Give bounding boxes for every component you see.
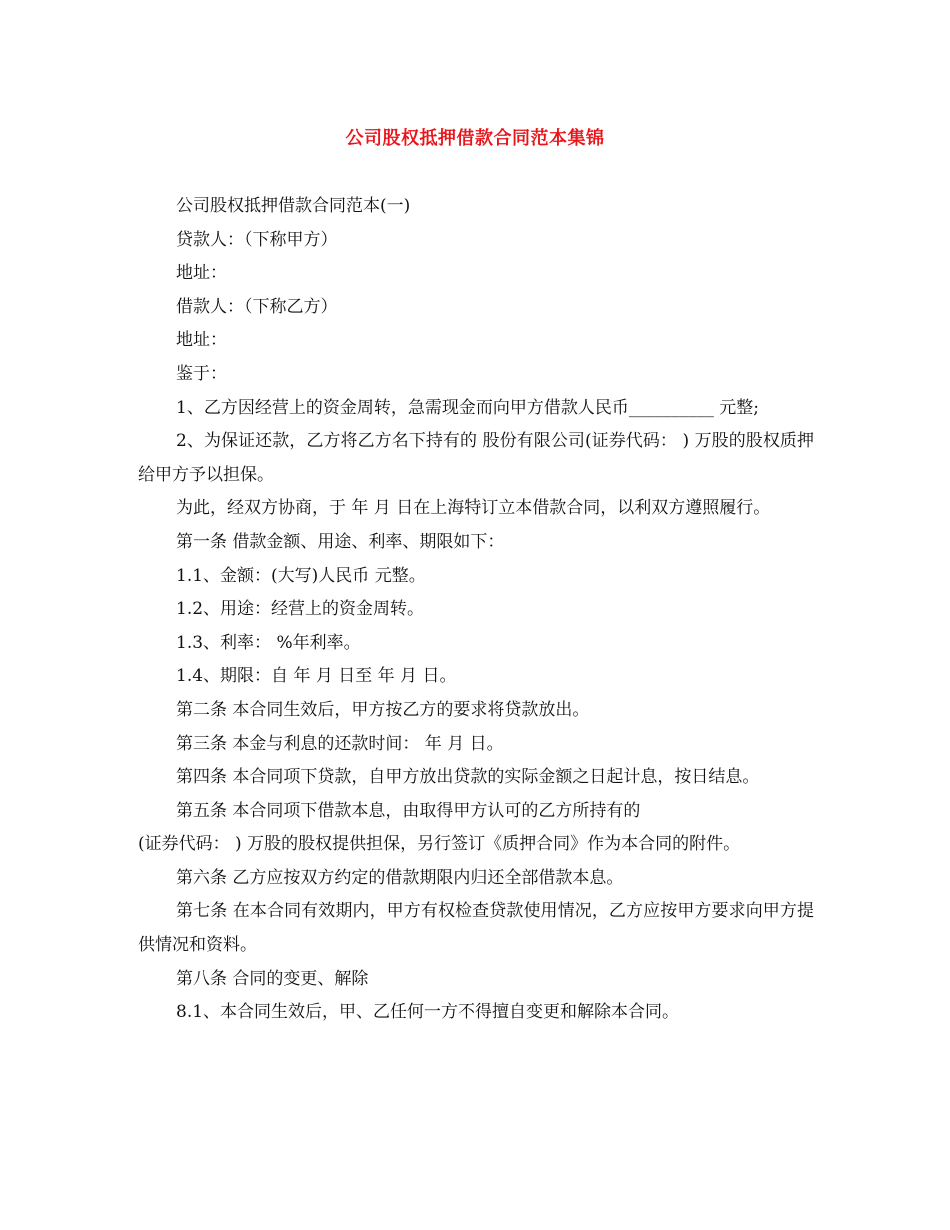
paragraph-article-8-1: 8.1、本合同生效后，甲、乙任何一方不得擅自变更和解除本合同。 [176, 1002, 680, 1023]
paragraph-article-5-continued: (证券代码： ) 万股的股权提供担保，另行签订《质押合同》作为本合同的附件。 [138, 834, 741, 855]
paragraph-article-2: 第二条 本合同生效后，甲方按乙方的要求将贷款放出。 [176, 699, 590, 720]
document-title: 公司股权抵押借款合同范本集锦 [345, 128, 605, 149]
document-body [138, 190, 814, 1030]
paragraph-whereas: 鉴于： [176, 363, 227, 384]
paragraph-article-1: 第一条 借款金额、用途、利率、期限如下： [176, 531, 505, 552]
paragraph-heading: 公司股权抵押借款合同范本(一) [176, 196, 411, 216]
paragraph-article-4: 第四条 本合同项下贷款，自甲方放出贷款的实际金额之日起计息，按日结息。 [176, 767, 760, 788]
paragraph-article-3: 第三条 本金与利息的还款时间： 年 月 日。 [176, 733, 504, 754]
paragraph-article-1-2: 1.2、用途：经营上的资金周转。 [176, 599, 425, 620]
paragraph-lender-address: 地址： [176, 263, 227, 284]
paragraph-borrower-address: 地址： [176, 330, 227, 351]
paragraph-lender: 贷款人：（下称甲方） [176, 229, 338, 250]
paragraph-borrower: 借款人：（下称乙方） [176, 296, 338, 317]
paragraph-therefore: 为此，经双方协商，于 年 月 日在上海特订立本借款合同，以利双方遵照履行。 [176, 498, 771, 519]
paragraph-article-6: 第六条 乙方应按双方约定的借款期限内归还全部借款本息。 [176, 867, 624, 888]
paragraph-article-7: 第七条 在本合同有效期内，甲方有权检查贷款使用情况，乙方应按甲方要求向甲方提供情况和资料。 [138, 901, 814, 956]
paragraph-article-5: 第五条 本合同项下借款本息，由取得甲方认可的乙方所持有的 [176, 800, 641, 821]
paragraph-article-1-1: 1.1、金额：(大写)人民币 元整。 [176, 565, 426, 586]
paragraph-article-1-3: 1.3、利率： %年利率。 [176, 632, 361, 653]
paragraph-article-1-4: 1.4、期限：自 年 月 日至 年 月 日。 [176, 666, 457, 687]
paragraph-whereas-2: 2、为保证还款，乙方将乙方名下持有的 股份有限公司(证券代码： ) 万股的股权质押给甲方予以担保。 [138, 431, 814, 485]
paragraph-whereas-1: 1、乙方因经营上的资金周转，急需现金而向甲方借款人民币__________ 元整; [176, 397, 759, 418]
paragraph-article-8: 第八条 合同的变更、解除 [176, 968, 369, 989]
